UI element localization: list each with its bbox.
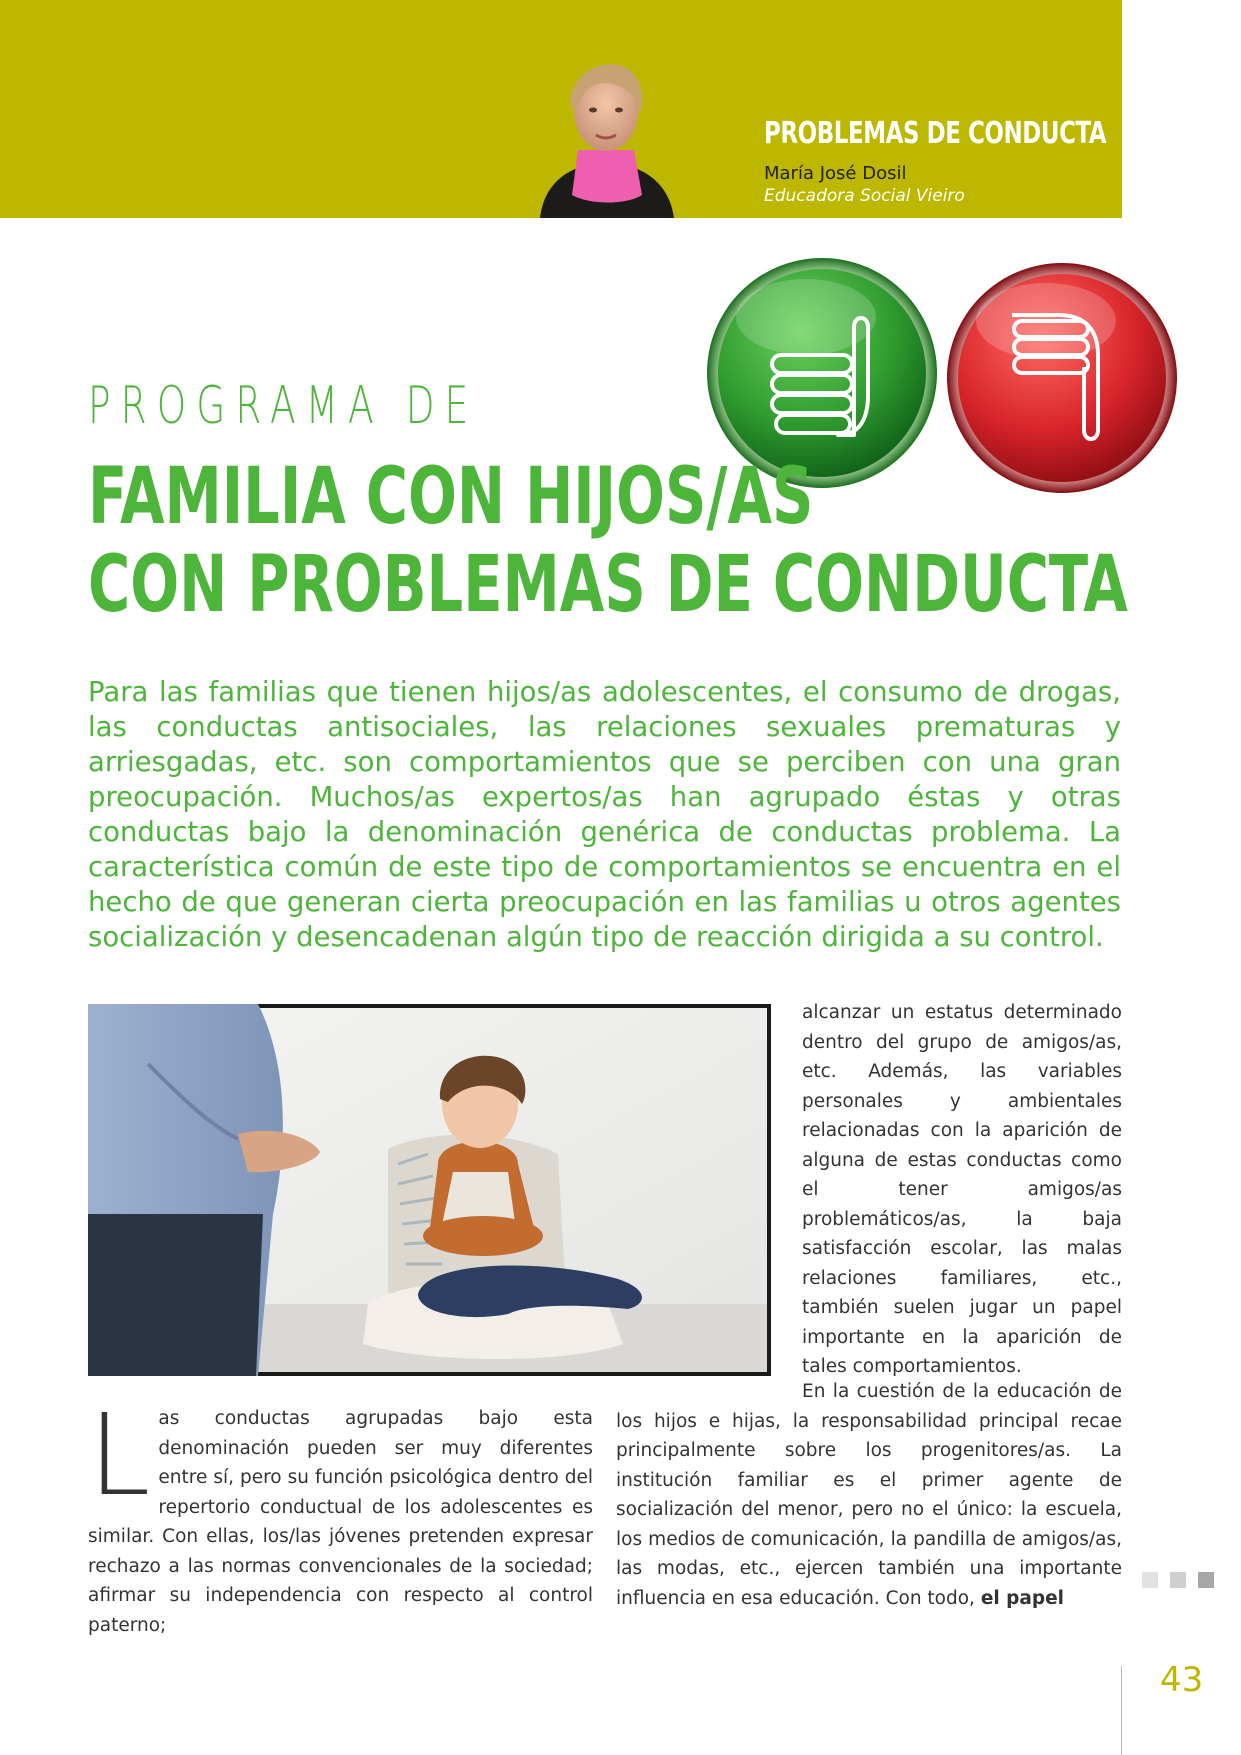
lead-paragraph: Para las familias que tienen hijos/as adolescentes, el consumo de drogas, las conductas antisociales, las relaciones sexuales prematuras y arriesgadas, etc. son comportamientos que se perciben con una gran preocupación. Muchos/as expertos/as han agrupado éstas y otras conductas bajo la denominación genérica de conductas problema. La característica común de este tipo de comportamientos se encuentra en el hecho de que generan cierta preocupación en las familias u otros agentes socialización y desencadenan algún tipo de reacción dirigida a su control. [88, 676, 1121, 953]
author-photo [500, 55, 712, 218]
header-band [0, 0, 1122, 218]
article-column-right-bottom [616, 1377, 1122, 1613]
article-text-right-bottom [616, 1377, 1122, 1613]
article-photo [88, 1004, 771, 1376]
title-line-1: FAMILIA CON HIJOS/AS [88, 452, 814, 542]
article-text-bold: el papel [980, 1587, 1065, 1609]
author-role: Educadora Social Vieiro [764, 186, 965, 206]
article-text-right-top: alcanzar un estatus determinado dentro del grupo de amigos/as, etc. Además, las variables personales y ambientales relacionadas con la aparición de alguna de estas conductas como el tener amigos/as problemáticos/as, la baja satisfacción escolar, las malas relaciones familiares, etc., también suelen jugar un papel importante en la aparición de tales comportamientos. [802, 1002, 1122, 1377]
page-number-rule [1121, 1666, 1122, 1755]
title-kicker: PROGRAMA DE [88, 376, 479, 436]
thumbs-down-icon [947, 263, 1177, 493]
article-text-left [88, 1391, 593, 1640]
author-name: María José Dosil [764, 163, 907, 184]
article-text-right-bottom-body: En la cuestión de la educación de los hijos e hijas, la responsabilidad principal recae principalmente sobre los progenitores/as. La institución familiar es el primer agente de socialización del menor, pero no el único: la escuela, los medios de comunicación, la pandilla de amigos/as, las modas, etc., ejercen también una importante influencia en esa educación. Con todo, [616, 1381, 1122, 1609]
decorative-squares [1142, 1572, 1222, 1588]
title-line-2: CON PROBLEMAS DE CONDUCTA [88, 540, 1128, 630]
page-number: 43 [1160, 1660, 1204, 1700]
article-column-right-top [802, 998, 1122, 1382]
section-label: PROBLEMAS DE CONDUCTA [764, 116, 1107, 151]
drop-cap: L [88, 1391, 151, 1521]
article-text-left-body: as conductas agrupadas bajo esta denominación pueden ser muy diferentes entre sí, pero su función psicológica dentro del repertorio conductual de los adolescentes es similar. Con ellas, los/las jóvenes pretenden expresar rechazo a las normas convencionales de la sociedad; afirmar su independencia con respecto al control paterno; [88, 1408, 593, 1636]
article-column-left [88, 1391, 593, 1640]
